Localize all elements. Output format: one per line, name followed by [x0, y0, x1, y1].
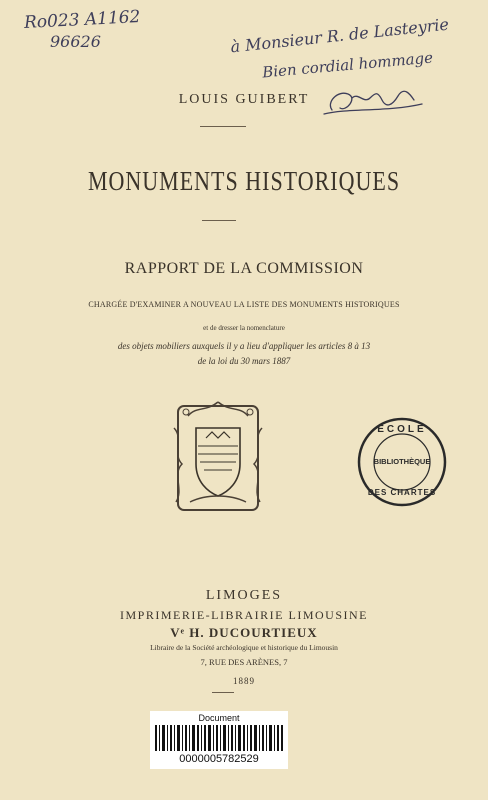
barcode-title: Document	[198, 713, 240, 723]
barcode-image	[155, 725, 283, 751]
barcode-number: 0000005782529	[179, 753, 259, 765]
subtitle-line-1: CHARGÉE D'EXAMINER A NOUVEAU LA LISTE DES MONUMENTS HISTORIQUES	[88, 300, 400, 309]
dedication-line-1: à Monsieur R. de Lasteyrie	[229, 14, 450, 57]
imprint-publisher: Vᵉ H. DUCOURTIEUX	[170, 625, 318, 640]
shelfmark-line-1: Ro023 A1162	[23, 6, 141, 34]
printer-vignette-image	[166, 398, 270, 518]
imprint-address: 7, RUE DES ARÈNES, 7	[200, 657, 288, 667]
divider-rule	[202, 220, 236, 221]
library-stamp	[356, 416, 448, 508]
book-title: MONUMENTS HISTORIQUES	[87, 164, 401, 196]
imprint-publisher-description: Libraire de la Société archéologique et historique du Limousin	[150, 643, 338, 652]
barcode-label	[150, 711, 288, 769]
author-name: LOUIS GUIBERT	[178, 92, 310, 107]
stamp-text-top: ECOLE	[377, 424, 427, 435]
stamp-text-bottom: DES CHARTES	[367, 488, 437, 497]
divider-rule	[212, 692, 234, 693]
subtitle-line-3: des objets mobiliers auxquels il y a lieu d'appliquer les articles 8 à 13	[117, 341, 371, 351]
dedication-line-2: Bien cordial hommage	[261, 48, 434, 82]
stamp-text-middle: BIBLIOTHÈQUE	[373, 457, 431, 466]
imprint-year: 1889	[233, 676, 255, 686]
subtitle-line-2: et de dresser la nomenclature	[203, 324, 285, 332]
imprint-city: LIMOGES	[205, 588, 283, 603]
imprint-press: IMPRIMERIE-LIBRAIRIE LIMOUSINE	[120, 608, 368, 622]
divider-rule	[200, 126, 246, 127]
subtitle-line-4: de la loi du 30 mars 1887	[197, 356, 291, 366]
shelfmark-line-2: 96626	[50, 32, 101, 51]
book-subtitle: RAPPORT DE LA COMMISSION	[124, 260, 364, 277]
